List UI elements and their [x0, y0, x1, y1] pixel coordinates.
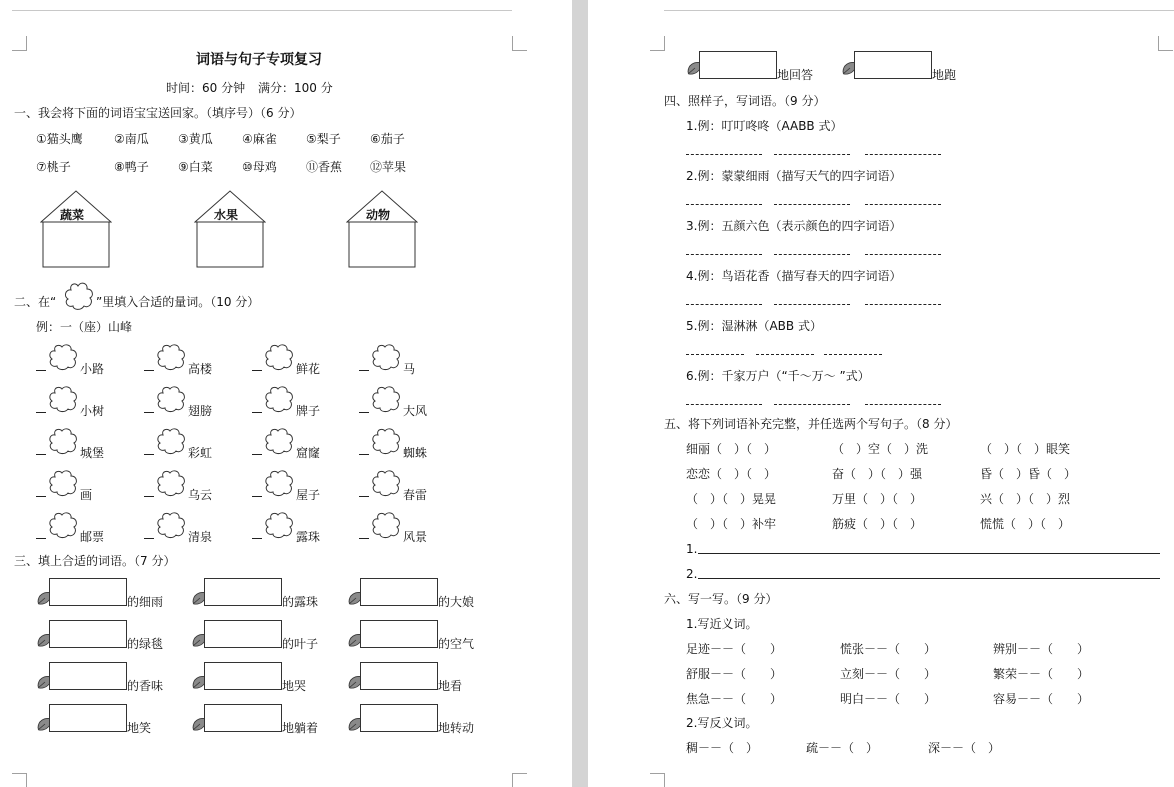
answer-line[interactable]	[686, 154, 762, 155]
synonym-item[interactable]: 繁荣－－（ ）	[993, 667, 1090, 681]
measure-target-word: 小路	[80, 362, 105, 376]
pattern-example: 5.例：湿淋淋（ABB 式）	[686, 319, 822, 333]
answer-box[interactable]	[360, 662, 438, 690]
measure-target-word: 大风	[403, 404, 428, 418]
sentence-line[interactable]	[698, 553, 1160, 554]
blank-line	[36, 454, 46, 455]
idiom-blank[interactable]: （ ）空（ ）洗	[832, 442, 929, 456]
document-page-left	[0, 0, 572, 787]
cloud-icon	[156, 385, 186, 413]
measure-target-word: 乌云	[188, 488, 213, 502]
house-outline	[346, 190, 418, 268]
cloud-icon	[48, 469, 78, 497]
cloud-icon	[48, 511, 78, 539]
word-item: ③黄瓜	[178, 132, 213, 146]
blank-line	[36, 412, 46, 413]
synonym-subheading: 1.写近义词。	[686, 617, 758, 631]
synonym-item[interactable]: 辨别－－（ ）	[993, 642, 1090, 656]
answer-box[interactable]	[204, 704, 282, 732]
measure-target-word: 马	[403, 362, 416, 376]
blank-line	[144, 370, 154, 371]
answer-line[interactable]	[865, 204, 941, 205]
blank-line	[252, 454, 262, 455]
idiom-blank[interactable]: （ ）（ ）补牢	[686, 517, 777, 531]
blank-line	[36, 496, 46, 497]
blank-line	[359, 454, 369, 455]
answer-line[interactable]	[686, 404, 762, 405]
answer-line[interactable]	[756, 354, 814, 355]
measure-target-word: 露珠	[296, 530, 321, 544]
blank-line	[252, 412, 262, 413]
idiom-blank[interactable]: 筋疲（ ）（ ）	[832, 517, 923, 531]
section-2-heading-end: ”里填入合适的量词。（10 分）	[96, 295, 260, 309]
phrase-suffix: 的露珠	[282, 595, 319, 609]
page-top-rule	[664, 10, 1174, 11]
word-item: ④麻雀	[242, 132, 277, 146]
pattern-example: 3.例：五颜六色（表示颜色的四字词语）	[686, 219, 902, 233]
answer-box[interactable]	[49, 704, 127, 732]
phrase-suffix: 地哭	[282, 679, 307, 693]
page-top-rule	[12, 10, 512, 11]
blank-line	[144, 454, 154, 455]
blank-line	[359, 412, 369, 413]
synonym-item[interactable]: 容易－－（ ）	[993, 692, 1090, 706]
measure-target-word: 邮票	[80, 530, 105, 544]
measure-target-word: 城堡	[80, 446, 105, 460]
synonym-item[interactable]: 明白－－（ ）	[840, 692, 937, 706]
synonym-item[interactable]: 舒服－－（ ）	[686, 667, 783, 681]
answer-box[interactable]	[204, 620, 282, 648]
answer-line[interactable]	[774, 154, 850, 155]
pattern-example: 2.例：蒙蒙细雨（描写天气的四字词语）	[686, 169, 902, 183]
phrase-suffix: 的细雨	[127, 595, 164, 609]
score-label: 满分：100 分	[258, 81, 333, 95]
phrase-suffix: 地转动	[438, 721, 475, 735]
antonym-item[interactable]: 稠－－（ ）	[686, 741, 759, 755]
measure-target-word: 画	[80, 488, 93, 502]
answer-box[interactable]	[360, 620, 438, 648]
answer-line[interactable]	[774, 204, 850, 205]
house-label: 蔬菜	[60, 208, 85, 222]
pattern-example: 6.例：千家万户（“千～万～ ”式）	[686, 369, 870, 383]
idiom-blank[interactable]: 兴（ ）（ ）烈	[980, 492, 1071, 506]
blank-line	[144, 496, 154, 497]
section-3-heading: 三、填上合适的词语。（7 分）	[14, 554, 176, 568]
answer-line[interactable]	[865, 154, 941, 155]
cloud-icon	[264, 385, 294, 413]
example-text: 例：一（座）山峰	[36, 320, 133, 334]
word-item: ⑨白菜	[178, 160, 213, 174]
pattern-example: 1.例：叮叮咚咚（AABB 式）	[686, 119, 843, 133]
cloud-icon	[371, 343, 401, 371]
word-item: ⑫苹果	[370, 160, 407, 174]
sentence-number: 1.	[686, 542, 698, 556]
answer-box[interactable]	[204, 578, 282, 606]
phrase-suffix: 地笑	[127, 721, 152, 735]
cloud-icon	[63, 281, 95, 311]
phrase-suffix: 的绿毯	[127, 637, 164, 651]
measure-target-word: 窟窿	[296, 446, 321, 460]
blank-line	[36, 538, 46, 539]
idiom-blank[interactable]: 恋恋（ ）（ ）	[686, 467, 777, 481]
blank-line	[144, 412, 154, 413]
answer-line[interactable]	[686, 304, 762, 305]
idiom-blank[interactable]: 慌慌（ ）（ ）	[980, 517, 1071, 531]
word-item: ①猫头鹰	[36, 132, 83, 146]
phrase-suffix: 地跑	[932, 68, 957, 82]
section-1-heading: 一、我会将下面的词语宝宝送回家。（填序号）（6 分）	[14, 106, 302, 120]
antonym-subheading: 2.写反义词。	[686, 716, 758, 730]
cloud-icon	[156, 469, 186, 497]
page-title: 词语与句子专项复习	[196, 52, 322, 68]
idiom-blank[interactable]: （ ）（ ）眼笑	[980, 442, 1071, 456]
crop-mark	[12, 36, 27, 51]
section-6-heading: 六、写一写。（9 分）	[664, 592, 778, 606]
word-item: ⑤梨子	[306, 132, 341, 146]
blank-line	[252, 496, 262, 497]
sentence-line[interactable]	[698, 578, 1160, 579]
document-page-right	[588, 0, 1174, 787]
idiom-blank[interactable]: 昏（ ）昏（ ）	[980, 467, 1077, 481]
cloud-icon	[371, 427, 401, 455]
answer-line[interactable]	[824, 354, 882, 355]
cloud-icon	[48, 427, 78, 455]
measure-target-word: 小树	[80, 404, 105, 418]
phrase-suffix: 的香味	[127, 679, 164, 693]
page-gutter	[572, 0, 588, 787]
time-label: 时间：60 分钟	[166, 81, 246, 95]
answer-line[interactable]	[865, 254, 941, 255]
measure-target-word: 清泉	[188, 530, 213, 544]
idiom-blank[interactable]: 奋（ ）（ ）强	[832, 467, 923, 481]
house-outline	[194, 190, 266, 268]
measure-target-word: 翅膀	[188, 404, 213, 418]
answer-box[interactable]	[360, 704, 438, 732]
antonym-item[interactable]: 深－－（ ）	[928, 741, 1001, 755]
measure-target-word: 屋子	[296, 488, 321, 502]
section-5-heading: 五、将下列词语补充完整，并任选两个写句子。（8 分）	[664, 417, 958, 431]
crop-mark	[12, 773, 27, 787]
cloud-icon	[48, 385, 78, 413]
measure-target-word: 风景	[403, 530, 428, 544]
word-item: ⑩母鸡	[242, 160, 277, 174]
cloud-icon	[371, 385, 401, 413]
cloud-icon	[264, 469, 294, 497]
cloud-icon	[156, 427, 186, 455]
crop-mark	[512, 773, 527, 787]
phrase-suffix: 的大娘	[438, 595, 475, 609]
cloud-icon	[156, 511, 186, 539]
cloud-icon	[48, 343, 78, 371]
word-item: ⑦桃子	[36, 160, 71, 174]
phrase-suffix: 地看	[438, 679, 463, 693]
blank-line	[252, 370, 262, 371]
idiom-blank[interactable]: 万里（ ）（ ）	[832, 492, 923, 506]
phrase-suffix: 地回答	[777, 68, 814, 82]
measure-target-word: 春雷	[403, 488, 428, 502]
answer-box[interactable]	[49, 662, 127, 690]
answer-box[interactable]	[49, 578, 127, 606]
answer-line[interactable]	[865, 304, 941, 305]
house-label: 水果	[214, 208, 239, 222]
synonym-item[interactable]: 足迹－－（ ）	[686, 642, 783, 656]
word-item: ②南瓜	[114, 132, 149, 146]
answer-line[interactable]	[774, 404, 850, 405]
answer-line[interactable]	[865, 404, 941, 405]
synonym-item[interactable]: 慌张－－（ ）	[840, 642, 937, 656]
synonym-item[interactable]: 焦急－－（ ）	[686, 692, 783, 706]
crop-mark	[1158, 36, 1173, 51]
blank-line	[144, 538, 154, 539]
answer-line[interactable]	[686, 254, 762, 255]
blank-line	[252, 538, 262, 539]
pattern-example: 4.例：鸟语花香（描写春天的四字词语）	[686, 269, 902, 283]
idiom-blank[interactable]: 细丽（ ）（ ）	[686, 442, 777, 456]
idiom-blank[interactable]: （ ）（ ）晃晃	[686, 492, 777, 506]
measure-target-word: 彩虹	[188, 446, 213, 460]
answer-box[interactable]	[854, 51, 932, 79]
answer-line[interactable]	[686, 204, 762, 205]
section-2-heading-start: 二、在“	[14, 295, 57, 309]
measure-target-word: 鲜花	[296, 362, 321, 376]
antonym-item[interactable]: 疏－－（ ）	[806, 741, 879, 755]
sentence-number: 2.	[686, 567, 698, 581]
answer-box[interactable]	[49, 620, 127, 648]
crop-mark	[512, 36, 527, 51]
answer-box[interactable]	[699, 51, 777, 79]
answer-box[interactable]	[360, 578, 438, 606]
blank-line	[359, 538, 369, 539]
blank-line	[36, 370, 46, 371]
cloud-icon	[371, 469, 401, 497]
answer-box[interactable]	[204, 662, 282, 690]
measure-target-word: 牌子	[296, 404, 321, 418]
cloud-icon	[371, 511, 401, 539]
phrase-suffix: 地躺着	[282, 721, 319, 735]
cloud-icon	[264, 511, 294, 539]
word-item: ⑥茄子	[370, 132, 405, 146]
cloud-icon	[264, 343, 294, 371]
measure-target-word: 蜘蛛	[403, 446, 428, 460]
house-outline	[40, 190, 112, 268]
cloud-icon	[156, 343, 186, 371]
answer-line[interactable]	[774, 304, 850, 305]
cloud-icon	[264, 427, 294, 455]
synonym-item[interactable]: 立刻－－（ ）	[840, 667, 937, 681]
word-item: ⑪香蕉	[306, 160, 343, 174]
answer-line[interactable]	[686, 354, 744, 355]
answer-line[interactable]	[774, 254, 850, 255]
word-item: ⑧鸭子	[114, 160, 149, 174]
section-4-heading: 四、照样子，写词语。（9 分）	[664, 94, 826, 108]
crop-mark	[650, 773, 665, 787]
house-label: 动物	[366, 208, 391, 222]
phrase-suffix: 的叶子	[282, 637, 319, 651]
blank-line	[359, 496, 369, 497]
phrase-suffix: 的空气	[438, 637, 475, 651]
crop-mark	[650, 36, 665, 51]
blank-line	[359, 370, 369, 371]
measure-target-word: 高楼	[188, 362, 213, 376]
